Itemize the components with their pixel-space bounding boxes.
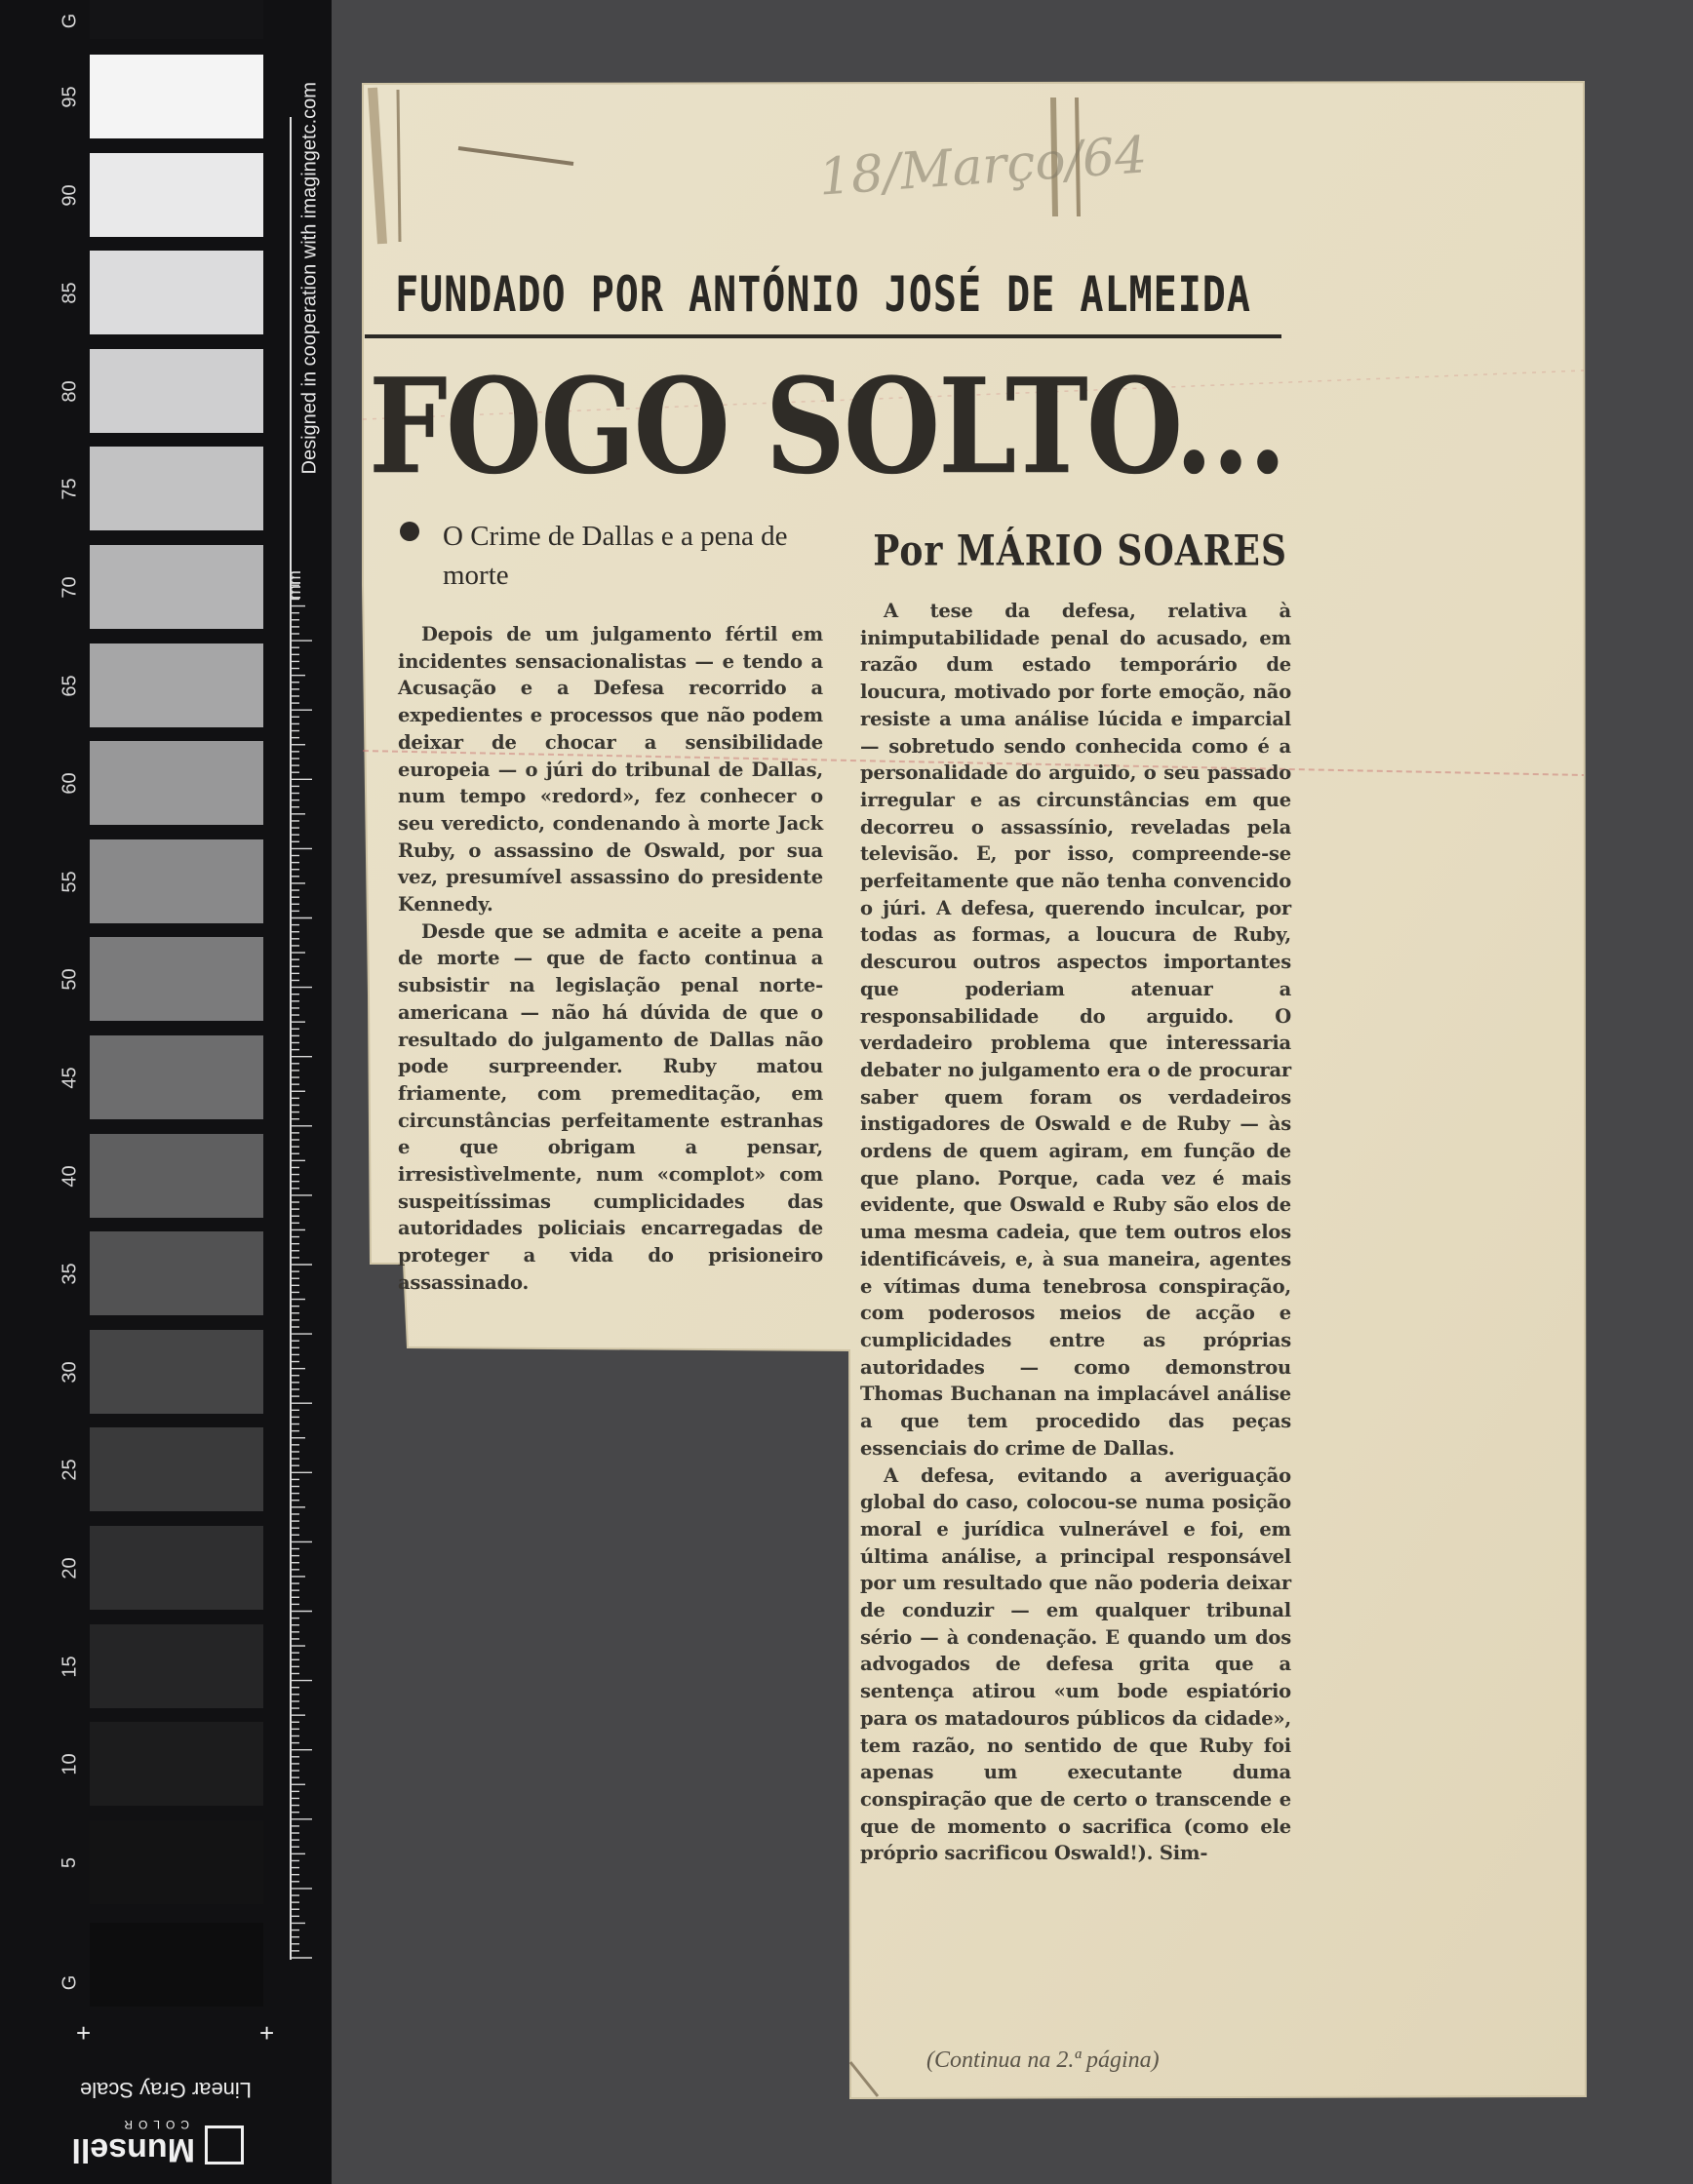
handwritten-date: 18/Março/64 [816, 126, 1150, 208]
gray-patch-number: 5 [59, 1856, 81, 1868]
paragraph: Depois de um julgamento fértil em incidentes sensacionalistas — e tendo a Acusação e a Defesa recorrido a expedientes e processos que não podem deixar de chocar a sensibilidade europeia — o júri do tribunal de Dallas, num tempo «redord», fez conhecer o seu veredicto, condenando à morte Jack Ruby, o assassino de Oswald, por sua vez, presumível assassino do presidente Kennedy. [398, 623, 823, 916]
masthead-rule [365, 334, 1281, 338]
munsell-brand: Munsell [71, 2131, 195, 2168]
gray-patch-number: 80 [59, 379, 81, 403]
gray-patch-number: 40 [59, 1164, 81, 1188]
continuation-note: (Continua na 2.ª página) [926, 2048, 1160, 2073]
gray-patch-number: 30 [59, 1360, 81, 1384]
article-column-right [860, 598, 1291, 1867]
bullet-icon [400, 522, 419, 541]
gray-patch-number: 75 [59, 477, 81, 500]
gray-scale-bottom-label: G [59, 1974, 81, 1990]
headline: FOGO SOLTO... [369, 349, 1285, 504]
munsell-brand-sub: COLOR [118, 2118, 189, 2131]
gray-patch-number: 70 [59, 575, 81, 599]
scale-name: Linear Gray Scale [79, 2078, 253, 2102]
gray-patch-number: 85 [59, 281, 81, 304]
gray-patch-number: 95 [59, 85, 81, 108]
gray-patch-number: 35 [59, 1262, 81, 1285]
gray-patch-number: 50 [59, 967, 81, 991]
gray-patch-number: 15 [59, 1655, 81, 1678]
plus-mark-left: + [76, 2018, 92, 2048]
gray-patch-number: 60 [59, 771, 81, 795]
tape-edge-left [398, 90, 400, 242]
subheadline: O Crime de Dallas e a pena de morte [443, 521, 788, 591]
masthead: FUNDADO POR ANTÓNIO JOSÉ DE ALMEIDA [395, 267, 1251, 324]
gray-patch-number: 25 [59, 1458, 81, 1481]
ruler-unit-label: mm [285, 570, 304, 600]
credit-text: Designed in cooperation with imagingetc.com [298, 82, 321, 475]
gray-scale-top-label: G [59, 13, 81, 28]
gray-patch-number: 45 [59, 1066, 81, 1089]
paragraph: Desde que se admita e aceite a pena de morte — que de facto continua a subsistir na legislação penal norte-americana — não há dúvida de que o resultado do julgamento de Dallas não pode surpreender. Ruby matou friamente, com premeditação, em circunstâncias perfeitamente estranhas e que obrigam a pensar, irresistìvelmente, num «complot» com suspeitíssimas cumplicidades das autoridades policiais encarregadas de proteger a vida do prisioneiro assassinado. [398, 919, 823, 1294]
gray-patch-number: 65 [59, 674, 81, 697]
plus-mark-right: + [259, 2018, 275, 2048]
gray-patch-number: 90 [59, 183, 81, 207]
byline: Por MÁRIO SOARES [873, 526, 1287, 576]
gray-patch-number: 55 [59, 870, 81, 893]
paragraph: A defesa, evitando a averiguação global do caso, colocou-se numa posição moral e jurídica vulnerável e foi, em última análise, a principal responsável por um resultado que não poderia deixar de conduzir — em qualquer tribunal sério — à condenação. E quando um dos advogados de defesa grita que a sentença atirou «um bode espiatório para os matadouros públicos da cidade», tem razão, no sentido de que Ruby foi apenas um executante duma conspiração que de certo o transcende e que de momento o sacrifica (como ele próprio sacrificou Oswald!). Sim- [860, 1463, 1291, 1865]
gray-patch-number: 20 [59, 1556, 81, 1580]
gray-patch-number: 10 [59, 1752, 81, 1775]
paragraph: A tese da defesa, relativa à inimputabilidade penal do acusado, em razão dum estado temporário de loucura, motivado por forte emoção, não resiste a uma análise lúcida e imparcial — sobretudo sendo conhecida como é a personalidade do arguido, o seu passado irregular e as circunstâncias em que decorreu o assassínio, reveladas pela televisão. E, por isso, compreende-se perfeitamente que não tenha convencido o júri. A defesa, querendo inculcar, por todas as formas, a loucura de Ruby, descurou outros aspectos importantes que poderiam atenuar a responsabilidade do arguido. O verdadeiro problema que interessaria debater no julgamento era o de procurar saber quem foram os verdadeiros instigadores de Oswald e de Ruby — às ordens de quem agiram, em função de que plano. Porque, cada vez é mais evidente, que Oswald e Ruby são elos de uma mesma cadeia, que tem outros elos identificáveis, e, à sua maneira, agentes e vítimas duma tenebrosa conspiração, com poderosos meios de acção e cumplicidades entre as próprias autoridades — como demonstrou Thomas Buchanan na implacável análise a que tem procedido das peças essenciais do crime de Dallas. [860, 600, 1291, 1460]
article-column-left [398, 621, 823, 1297]
